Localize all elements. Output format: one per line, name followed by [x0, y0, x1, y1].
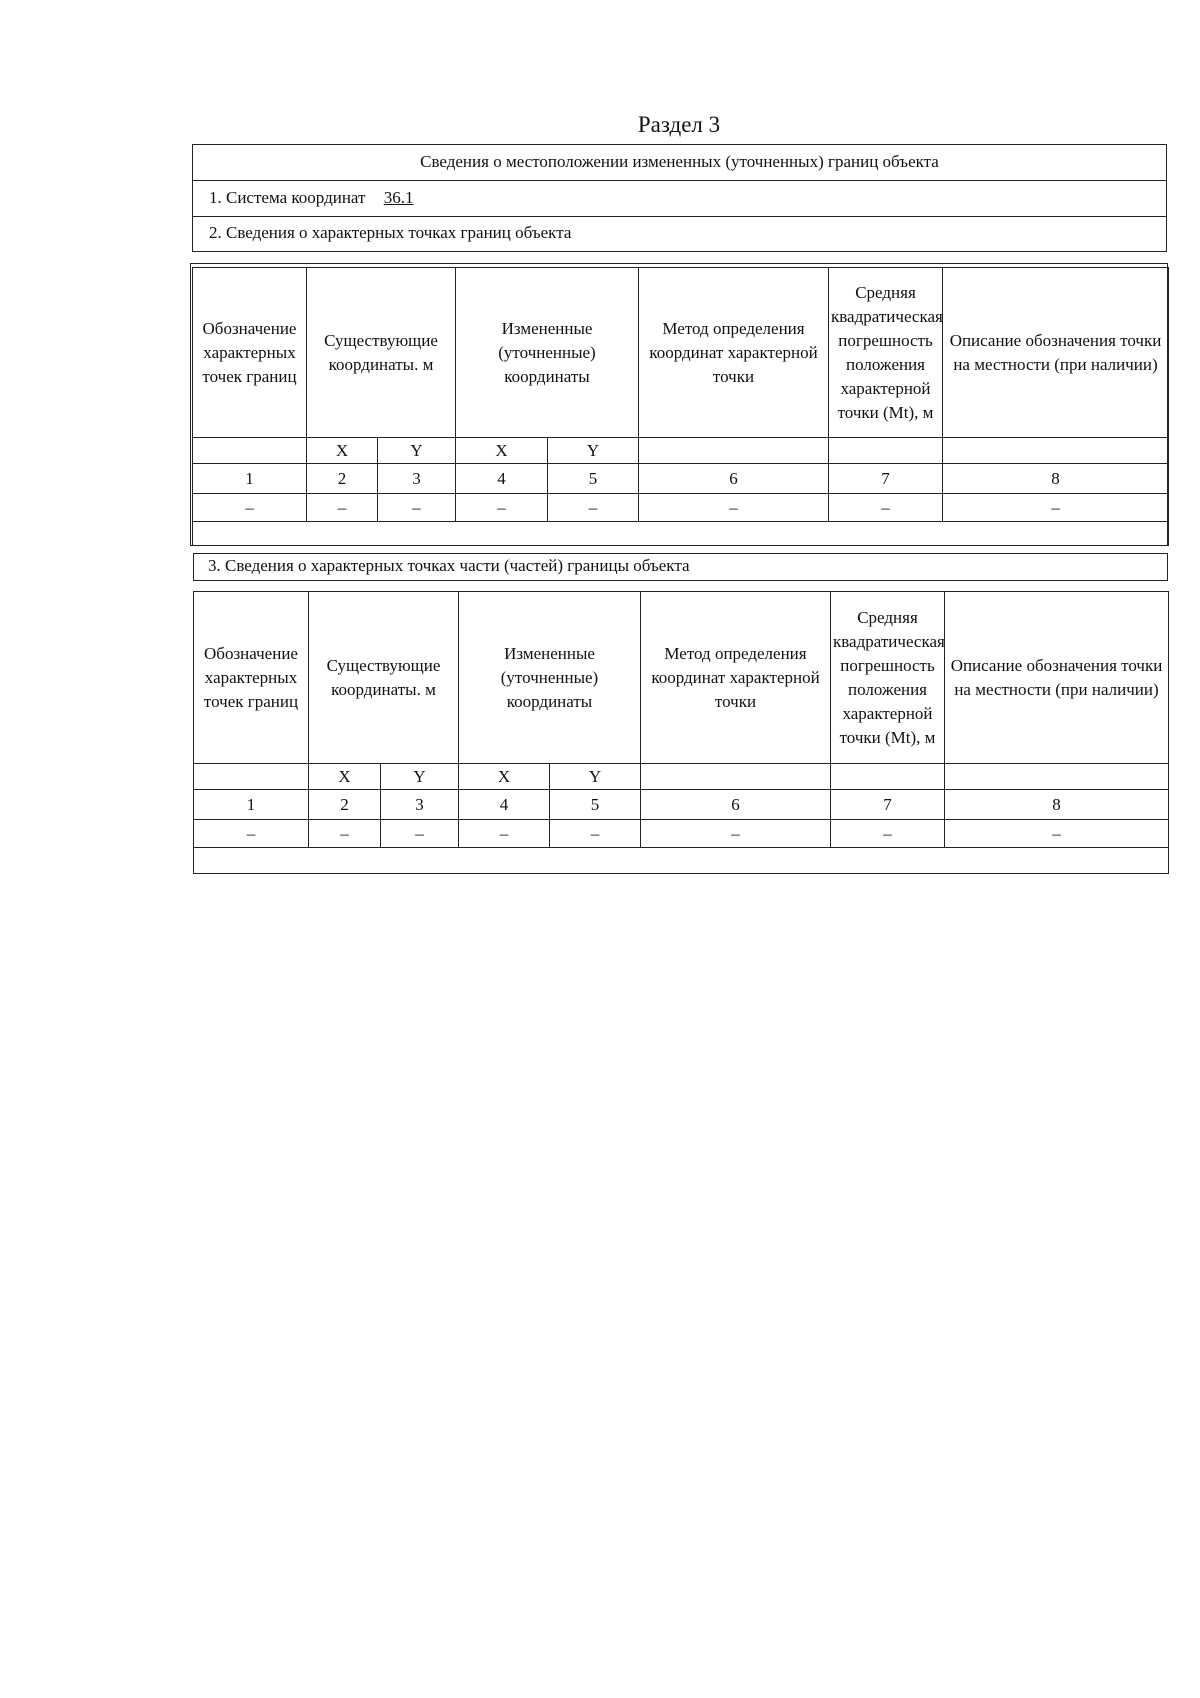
table1-header-row [193, 268, 1169, 438]
column-number: 5 [548, 464, 639, 494]
table-cell: – [309, 820, 381, 848]
col-changed-header: Измененные (уточненные) координаты [456, 268, 639, 438]
table-row [193, 494, 1169, 522]
y-label: Y [378, 438, 456, 464]
table-cell: – [639, 494, 829, 522]
column-number: 1 [194, 790, 309, 820]
header-caption: Сведения о местоположении измененных (уточненных) границ объекта [193, 145, 1166, 181]
points-table-1 [192, 267, 1169, 546]
x-label: X [307, 438, 378, 464]
coord-system-label: 1. Система координат [209, 188, 366, 207]
table-cell [194, 764, 309, 790]
column-number: 2 [307, 464, 378, 494]
table-cell: – [459, 820, 550, 848]
table-cell [943, 438, 1169, 464]
table2-number-row [194, 790, 1169, 820]
column-number: 7 [831, 790, 945, 820]
table1-xy-row [193, 438, 1169, 464]
table-cell: – [307, 494, 378, 522]
column-number: 4 [456, 464, 548, 494]
column-number: 1 [193, 464, 307, 494]
table2-xy-row [194, 764, 1169, 790]
col-method-header: Метод определения координат характерной точки [639, 268, 829, 438]
table2-header-row [194, 592, 1169, 764]
col-rms-header: Средняя квадратическая погрешность положения характерной точки (Mt), м [829, 268, 943, 438]
column-number: 6 [639, 464, 829, 494]
column-number: 5 [550, 790, 641, 820]
table-cell [639, 438, 829, 464]
col-designation-header: Обозначение характерных точек границ [193, 268, 307, 438]
table-cell: – [831, 820, 945, 848]
column-number: 6 [641, 790, 831, 820]
table-cell: – [641, 820, 831, 848]
column-number: 2 [309, 790, 381, 820]
col-rms-header: Средняя квадратическая погрешность положения характерной точки (Mt), м [831, 592, 945, 764]
table-cell: – [943, 494, 1169, 522]
column-number: 7 [829, 464, 943, 494]
table-cell: – [945, 820, 1169, 848]
table-cell [641, 764, 831, 790]
table-cell [829, 438, 943, 464]
col-method-header: Метод определения координат характерной точки [641, 592, 831, 764]
coord-system-value: 36.1 [383, 188, 414, 207]
col-description-header: Описание обозначения точки на местности (при наличии) [943, 268, 1169, 438]
table-cell: – [193, 494, 307, 522]
col-existing-header: Существующие координаты. м [309, 592, 459, 764]
section3-label: 3. Сведения о характерных точках части (частей) границы объекта [193, 553, 1168, 581]
column-number: 3 [378, 464, 456, 494]
section2-label: 2. Сведения о характерных точках границ объекта [209, 223, 572, 242]
col-existing-header: Существующие координаты. м [307, 268, 456, 438]
col-description-header: Описание обозначения точки на местности (при наличии) [945, 592, 1169, 764]
table-cell [193, 438, 307, 464]
y-label: Y [550, 764, 641, 790]
column-number: 3 [381, 790, 459, 820]
table-cell: – [829, 494, 943, 522]
table1-number-row [193, 464, 1169, 494]
table1-footer-row [193, 522, 1169, 546]
x-label: X [456, 438, 548, 464]
column-number: 8 [945, 790, 1169, 820]
table-cell [945, 764, 1169, 790]
y-label: Y [381, 764, 459, 790]
table-cell: – [548, 494, 639, 522]
table-cell [193, 522, 1169, 546]
col-changed-header: Измененные (уточненные) координаты [459, 592, 641, 764]
table-cell: – [378, 494, 456, 522]
col-designation-header: Обозначение характерных точек границ [194, 592, 309, 764]
table-cell: – [550, 820, 641, 848]
table-cell: – [381, 820, 459, 848]
column-number: 8 [943, 464, 1169, 494]
column-number: 4 [459, 790, 550, 820]
table-cell [194, 848, 1169, 874]
table2-footer-row [194, 848, 1169, 874]
table-cell: – [456, 494, 548, 522]
points-table-2 [193, 591, 1169, 874]
table-cell [831, 764, 945, 790]
x-label: X [309, 764, 381, 790]
y-label: Y [548, 438, 639, 464]
page-title: Раздел 3 [637, 112, 721, 137]
table-row [194, 820, 1169, 848]
table-cell: – [194, 820, 309, 848]
x-label: X [459, 764, 550, 790]
coord-system-row [193, 181, 1166, 217]
header-box [192, 144, 1167, 252]
